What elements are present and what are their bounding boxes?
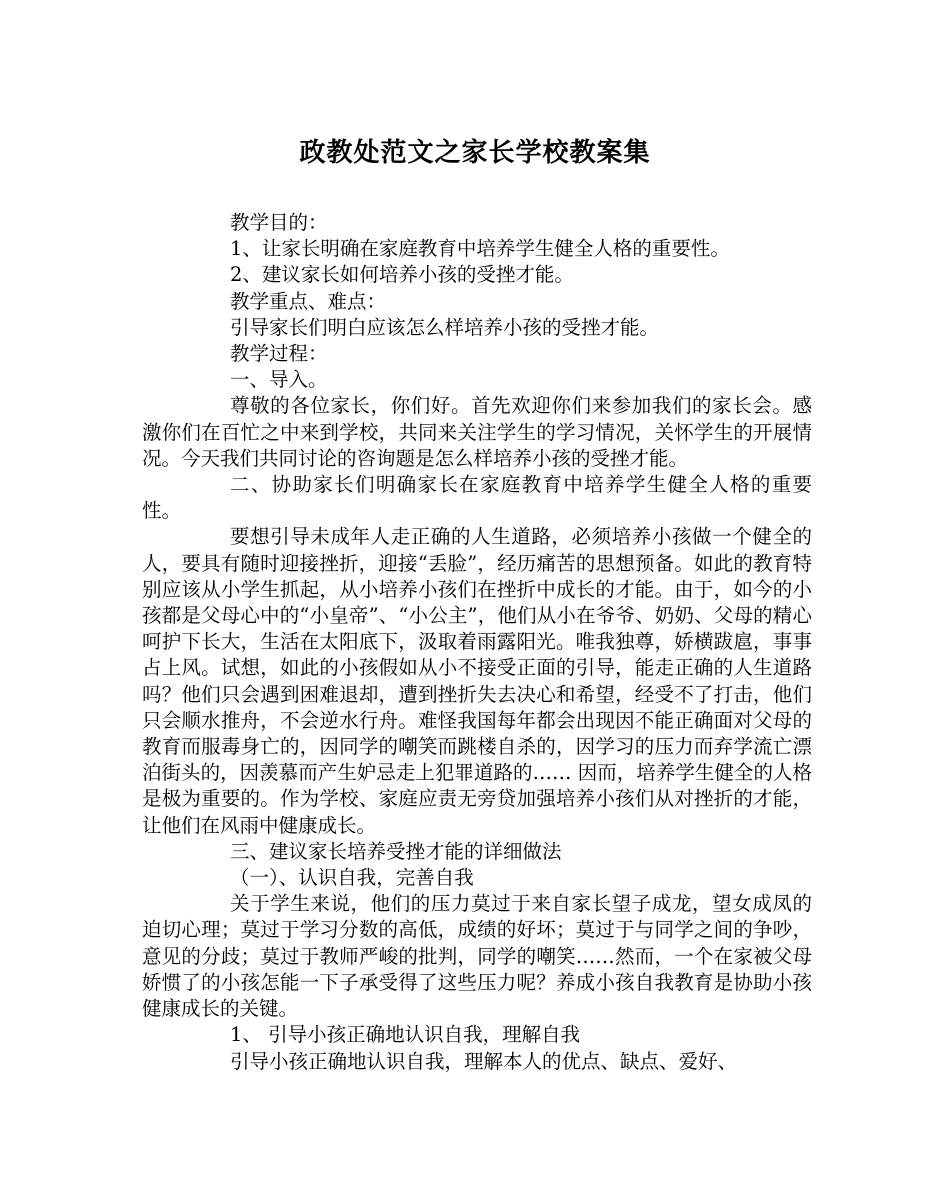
paragraph-goal-1: 1、让家长明确在家庭教育中培养学生健全人格的重要性。	[230, 237, 730, 261]
paragraph-subsection-1-heading: （一）、认识自我，完善自我	[230, 866, 474, 890]
paragraph-item-1-heading: 1、 引导小孩正确地认识自我，理解自我	[230, 1023, 581, 1047]
paragraph-item-1-body: 引导小孩正确地认识自我，理解本人的优点、缺点、爱好、	[230, 1049, 738, 1073]
paragraph-subsection-1-body: 关于学生来说，他们的压力莫过于来自家长望子成龙，望女成凤的迫切心理；莫过于学习分数的高低，成绩的好坏；莫过于与同学之间的争吵，意见的分歧；莫过于教师严峻的批判，同学的嘲笑……然而，一个在家被父母娇惯了的小孩怎能一下子承受得了这些压力呢？养成小孩自我教育是协助小孩健康成长的关键。	[142, 892, 812, 1021]
document-title: 政教处范文之家长学校教案集	[299, 138, 651, 168]
document-body	[142, 210, 812, 1075]
paragraph-process-heading: 教学过程：	[230, 342, 328, 366]
paragraph-section-1-heading: 一、导入。	[230, 368, 328, 392]
paragraph-key-point: 引导家长们明白应该怎么样培养小孩的受挫才能。	[230, 315, 660, 339]
paragraph-section-2-body: 要想引导未成年人走正确的人生道路，必须培养小孩做一个健全的人，要具有随时迎接挫折，迎接“丢脸”，经历痛苦的思想预备。如此的教育特别应该从小学生抓起，从小培养小孩们在挫折中成长的才能。由于，如今的小孩都是父母心中的“小皇帝”、“小公主”，他们从小在爷爷、奶奶、父母的精心呵护下长大，生活在太阳底下，汲取着雨露阳光。唯我独尊，娇横跋扈，事事占上风。试想，如此的小孩假如从小不接受正面的引导，能走正确的人生道路吗？他们只会遇到困难退却，遭到挫折失去决心和希望，经受不了打击，他们只会顺水推舟，不会逆水行舟。难怪我国每年都会出现因不能正确面对父母的教育而服毒身亡的，因同学的嘲笑而跳楼自杀的，因学习的压力而弃学流亡漂泊街头的，因羡慕而产生妒忌走上犯罪道路的…… 因而，培养学生健全的人格是极为重要的。作为学校、家庭应责无旁贷加强培养小孩们从对挫折的才能，让他们在风雨中健康成长。	[142, 525, 812, 837]
paragraph-introduction: 尊敬的各位家长，你们好。首先欢迎你们来参加我们的家长会。感激你们在百忙之中来到学校，共同来关注学生的学习情况，关怀学生的开展情况。今天我们共同讨论的咨询题是怎么样培养小孩的受挫才能。	[142, 394, 812, 470]
paragraph-section-3-heading: 三、建议家长培养受挫才能的详细做法	[230, 839, 562, 863]
paragraph-section-2-heading: 二、协助家长们明确家长在家庭教育中培养学生健全人格的重要性。	[142, 473, 812, 523]
paragraph-teaching-goals-heading: 教学目的：	[230, 211, 328, 234]
paragraph-goal-2: 2、建议家长如何培养小孩的受挫才能。	[230, 263, 574, 287]
paragraph-key-points-heading: 教学重点、难点：	[230, 289, 387, 313]
